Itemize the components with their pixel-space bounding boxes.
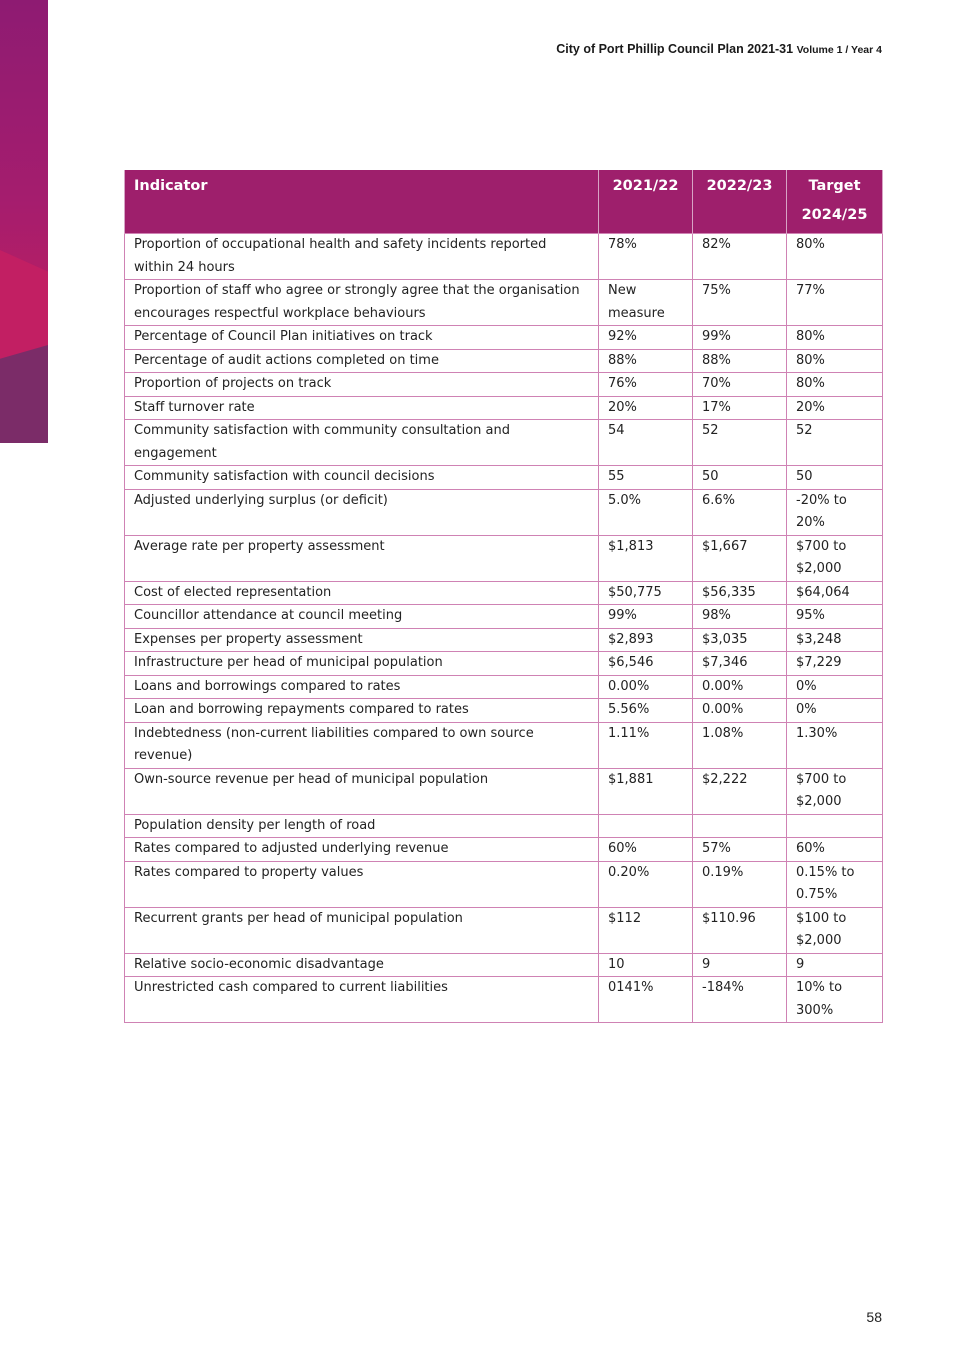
decorative-shape — [0, 345, 48, 443]
indicator-cell: Loan and borrowing repayments compared to rates — [125, 699, 599, 723]
target-cell: 80% — [787, 373, 883, 397]
value-2022-23-cell: $3,035 — [693, 628, 787, 652]
table-row — [125, 420, 883, 466]
indicator-cell: Cost of elected representation — [125, 581, 599, 605]
indicator-cell: Rates compared to property values — [125, 861, 599, 907]
document-subtitle: Volume 1 / Year 4 — [796, 44, 882, 56]
value-2021-22-cell: 20% — [599, 396, 693, 420]
target-cell: -20% to 20% — [787, 489, 883, 535]
value-2021-22-cell: 88% — [599, 349, 693, 373]
indicator-cell: Loans and borrowings compared to rates — [125, 675, 599, 699]
value-2021-22-cell: 5.56% — [599, 699, 693, 723]
target-cell: 77% — [787, 280, 883, 326]
column-header-indicator: Indicator — [125, 170, 599, 234]
target-cell: 80% — [787, 349, 883, 373]
target-cell: 50 — [787, 466, 883, 490]
value-2021-22-cell: 0.20% — [599, 861, 693, 907]
table-row — [125, 373, 883, 397]
value-2021-22-cell: 0.00% — [599, 675, 693, 699]
value-2021-22-cell: 54 — [599, 420, 693, 466]
indicators-table — [124, 170, 883, 1023]
table-row — [125, 977, 883, 1023]
column-header-target: Target 2024/25 — [787, 170, 883, 234]
table-row — [125, 349, 883, 373]
value-2022-23-cell: $1,667 — [693, 535, 787, 581]
value-2022-23-cell: 70% — [693, 373, 787, 397]
value-2021-22-cell: $6,546 — [599, 652, 693, 676]
value-2022-23-cell: $2,222 — [693, 768, 787, 814]
value-2021-22-cell: 5.0% — [599, 489, 693, 535]
indicator-cell: Own-source revenue per head of municipal population — [125, 768, 599, 814]
indicator-cell: Expenses per property assessment — [125, 628, 599, 652]
value-2022-23-cell: $7,346 — [693, 652, 787, 676]
indicator-cell: Proportion of staff who agree or strongly agree that the organisation encourages respectful workplace behaviours — [125, 280, 599, 326]
value-2021-22-cell: 1.11% — [599, 722, 693, 768]
target-cell: 0.15% to 0.75% — [787, 861, 883, 907]
target-cell: 95% — [787, 605, 883, 629]
target-cell: 20% — [787, 396, 883, 420]
value-2021-22-cell: 10 — [599, 953, 693, 977]
value-2021-22-cell: $1,881 — [599, 768, 693, 814]
target-cell: $3,248 — [787, 628, 883, 652]
value-2022-23-cell: 52 — [693, 420, 787, 466]
table-row — [125, 675, 883, 699]
target-cell: 10% to 300% — [787, 977, 883, 1023]
document-header — [556, 42, 882, 56]
indicator-cell: Indebtedness (non-current liabilities compared to own source revenue) — [125, 722, 599, 768]
target-cell: 0% — [787, 675, 883, 699]
table-row — [125, 907, 883, 953]
indicator-cell: Average rate per property assessment — [125, 535, 599, 581]
table-row — [125, 234, 883, 280]
indicator-cell: Relative socio-economic disadvantage — [125, 953, 599, 977]
value-2022-23-cell: -184% — [693, 977, 787, 1023]
table-row — [125, 722, 883, 768]
indicator-cell: Proportion of occupational health and safety incidents reported within 24 hours — [125, 234, 599, 280]
value-2022-23-cell: 0.00% — [693, 675, 787, 699]
value-2021-22-cell: $2,893 — [599, 628, 693, 652]
indicator-cell: Unrestricted cash compared to current liabilities — [125, 977, 599, 1023]
indicator-cell: Percentage of Council Plan initiatives on track — [125, 326, 599, 350]
column-header-2021-22: 2021/22 — [599, 170, 693, 234]
value-2022-23-cell: 57% — [693, 838, 787, 862]
table-row — [125, 326, 883, 350]
value-2022-23-cell: 98% — [693, 605, 787, 629]
table-row — [125, 628, 883, 652]
indicator-cell: Population density per length of road — [125, 814, 599, 838]
table-row — [125, 581, 883, 605]
value-2022-23-cell: $56,335 — [693, 581, 787, 605]
indicator-cell: Recurrent grants per head of municipal population — [125, 907, 599, 953]
target-cell: $100 to $2,000 — [787, 907, 883, 953]
indicator-cell: Proportion of projects on track — [125, 373, 599, 397]
value-2022-23-cell: 9 — [693, 953, 787, 977]
value-2021-22-cell: 60% — [599, 838, 693, 862]
value-2022-23-cell: 1.08% — [693, 722, 787, 768]
value-2021-22-cell: 99% — [599, 605, 693, 629]
target-cell: 1.30% — [787, 722, 883, 768]
value-2022-23-cell: 99% — [693, 326, 787, 350]
column-header-2022-23: 2022/23 — [693, 170, 787, 234]
table-row — [125, 861, 883, 907]
document-title: City of Port Phillip Council Plan 2021-31 — [556, 42, 794, 56]
value-2021-22-cell: 55 — [599, 466, 693, 490]
table-row — [125, 699, 883, 723]
value-2021-22-cell: $112 — [599, 907, 693, 953]
page-number: 58 — [866, 1309, 882, 1325]
table-row — [125, 838, 883, 862]
table-row — [125, 466, 883, 490]
table-row — [125, 768, 883, 814]
target-cell — [787, 814, 883, 838]
indicator-cell: Staff turnover rate — [125, 396, 599, 420]
target-cell: 80% — [787, 326, 883, 350]
value-2021-22-cell: 76% — [599, 373, 693, 397]
target-cell: $700 to $2,000 — [787, 768, 883, 814]
indicator-cell: Adjusted underlying surplus (or deficit) — [125, 489, 599, 535]
indicator-cell: Community satisfaction with council decisions — [125, 466, 599, 490]
decorative-side-band — [0, 0, 48, 443]
value-2022-23-cell: 88% — [693, 349, 787, 373]
target-cell: 0% — [787, 699, 883, 723]
value-2022-23-cell: 0.00% — [693, 699, 787, 723]
value-2021-22-cell: $1,813 — [599, 535, 693, 581]
value-2022-23-cell: 75% — [693, 280, 787, 326]
value-2021-22-cell: 92% — [599, 326, 693, 350]
value-2021-22-cell: New measure — [599, 280, 693, 326]
target-cell: 60% — [787, 838, 883, 862]
table-row — [125, 652, 883, 676]
table-row — [125, 489, 883, 535]
target-cell: $64,064 — [787, 581, 883, 605]
table-row — [125, 953, 883, 977]
table-row — [125, 605, 883, 629]
indicator-cell: Community satisfaction with community consultation and engagement — [125, 420, 599, 466]
value-2022-23-cell: 6.6% — [693, 489, 787, 535]
target-cell: 9 — [787, 953, 883, 977]
target-cell: $7,229 — [787, 652, 883, 676]
value-2022-23-cell: 82% — [693, 234, 787, 280]
indicator-cell: Percentage of audit actions completed on time — [125, 349, 599, 373]
value-2021-22-cell: 78% — [599, 234, 693, 280]
value-2021-22-cell — [599, 814, 693, 838]
table-row — [125, 814, 883, 838]
target-cell: 52 — [787, 420, 883, 466]
table-row — [125, 280, 883, 326]
value-2021-22-cell: $50,775 — [599, 581, 693, 605]
value-2021-22-cell: 0141% — [599, 977, 693, 1023]
indicator-cell: Councillor attendance at council meeting — [125, 605, 599, 629]
table-row — [125, 535, 883, 581]
value-2022-23-cell: 50 — [693, 466, 787, 490]
value-2022-23-cell: 0.19% — [693, 861, 787, 907]
target-cell: 80% — [787, 234, 883, 280]
indicator-cell: Rates compared to adjusted underlying revenue — [125, 838, 599, 862]
table-body — [125, 234, 883, 1023]
table-header-row — [125, 170, 883, 234]
indicator-cell: Infrastructure per head of municipal population — [125, 652, 599, 676]
value-2022-23-cell: $110.96 — [693, 907, 787, 953]
table-row — [125, 396, 883, 420]
value-2022-23-cell: 17% — [693, 396, 787, 420]
value-2022-23-cell — [693, 814, 787, 838]
target-cell: $700 to $2,000 — [787, 535, 883, 581]
